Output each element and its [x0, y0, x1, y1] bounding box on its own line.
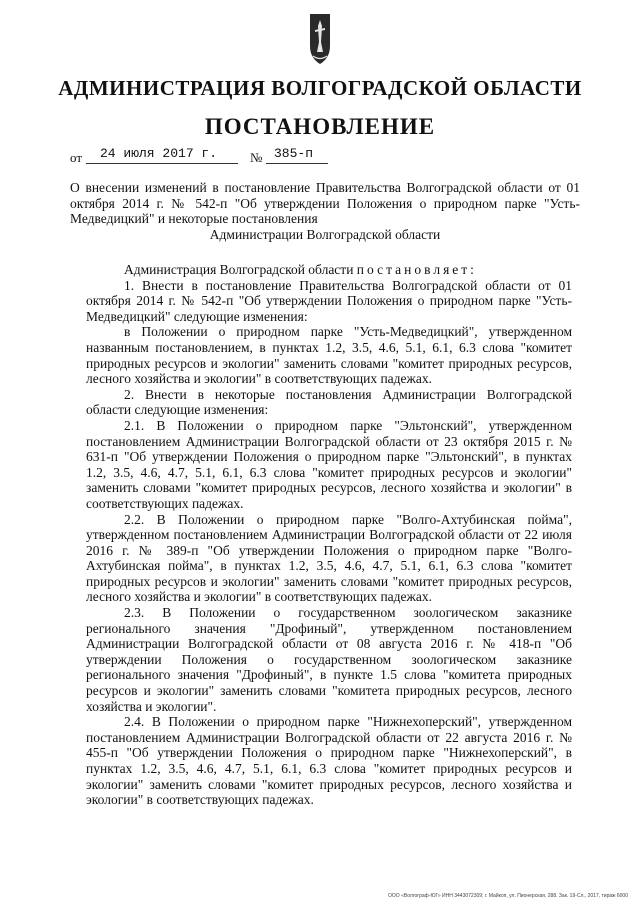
paragraph-1-change: в Положении о природном парке "Усть-Медведицкий", утвержденном названным постановлением, в пунктах 1.2, 3.5, 4.6, 5.1, 6.1, 6.3 слова "комитет природных ресурсов и экологии" заменить словами "комитет природных ресурсов, лесного хозяйства и экологии" в соответствующих падежах.: [86, 324, 572, 387]
paragraph-1: 1. Внести в постановление Правительства Волгоградской области от 01 октября 2014 г. № 542-п "Об утверждении Положения о природном парке "Усть-Медведицкий" следующие изменения:: [86, 277, 572, 324]
preamble-resolves: постановляет:: [356, 262, 477, 277]
print-footer: ООО «Волгограф-ЮГ» ИНН 3443072309; г. Майкоп, ул. Пионерская, 288. Зак. 19-Сл., 2017, тираж 6000: [388, 893, 628, 899]
date-number-line: [70, 146, 350, 166]
preamble-paragraph: [86, 262, 572, 278]
subject-text: О внесении изменений в постановление Правительства Волгоградской области от 01 октября 2014 г. № 542-п "Об утверждении Положения о природном парке "Усть-Медведицкий" и некоторые постановления: [70, 180, 580, 226]
subject-text-last-line: Администрации Волгоградской области: [209, 226, 441, 242]
document-number: 385-п: [274, 146, 314, 161]
date-from-label: от: [70, 150, 83, 165]
paragraph-2-4: 2.4. В Положении о природном парке "Нижнехоперский", утвержденном постановлением Администрации Волгоградской области от 22 августа 2016 г. № 455-п "Об утверждении Положения о природном парке "Нижнехоперский", в пунктах 1.2, 3.5, 4.6, 4.7, 5.1, 6.1, 6.3 слова "комитет природных ресурсов и экологии" заменить словами "комитет природных ресурсов, лесного хозяйства и экологии" в соответствующих падежах.: [86, 714, 572, 808]
document-date: 24 июля 2017 г.: [100, 146, 218, 161]
paragraph-2: 2. Внести в некоторые постановления Администрации Волгоградской области следующие изменения:: [86, 386, 572, 418]
coat-of-arms-emblem: [306, 12, 334, 68]
document-body: [86, 262, 572, 808]
document-type-heading: ПОСТАНОВЛЕНИЕ: [204, 114, 436, 139]
paragraph-2-3: 2.3. В Положении о государственном зоологическом заказнике регионального значения "Дрофиный", утвержденном постановлением Администрации Волгоградской области от 08 августа 2016 г. № 418-п "Об утверждении Положения о государственном зоологическом заказнике регионального значения "Дрофиный", в пункте 1.5 слова "комитета природных ресурсов и экологии" заменить словами "комитета природных ресурсов, лесного хозяйства и экологии".: [86, 605, 572, 714]
paragraph-2-1: 2.1. В Положении о природном парке "Эльтонский", утвержденном постановлением Администрации Волгоградской области от 23 октября 2015 г. № 631-п "Об утверждении Положения о природном парке "Эльтонский", в пунктах 1.2, 3.5, 4.6, 4.7, 5.1, 6.1, 6.3 слова "комитет природных ресурсов и экологии" заменить словами "комитет природных ресурсов, лесного хозяйства и экологии" в соответствующих падежах.: [86, 417, 572, 511]
number-underline: [266, 163, 328, 164]
organization-heading: АДМИНИСТРАЦИЯ ВОЛГОГРАДСКОЙ ОБЛАСТИ: [58, 76, 582, 100]
date-underline: [86, 163, 238, 164]
document-subject: [70, 180, 580, 242]
preamble-text: Администрация Волгоградской области: [124, 262, 357, 277]
document-number-label: №: [250, 150, 263, 165]
paragraph-2-2: 2.2. В Положении о природном парке "Волго-Ахтубинская пойма", утвержденном постановлением Администрации Волгоградской области от 22 июля 2016 г. № 389-п "Об утверждении Положения о природном парке "Волго-Ахтубинская пойма", в пунктах 1.2, 3.5, 4.6, 4.7, 5.1, 6.1, 6.3 слова "комитет природных ресурсов и экологии" заменить словами "комитет природных ресурсов, лесного хозяйства и экологии" в соответствующих падежах.: [86, 511, 572, 605]
